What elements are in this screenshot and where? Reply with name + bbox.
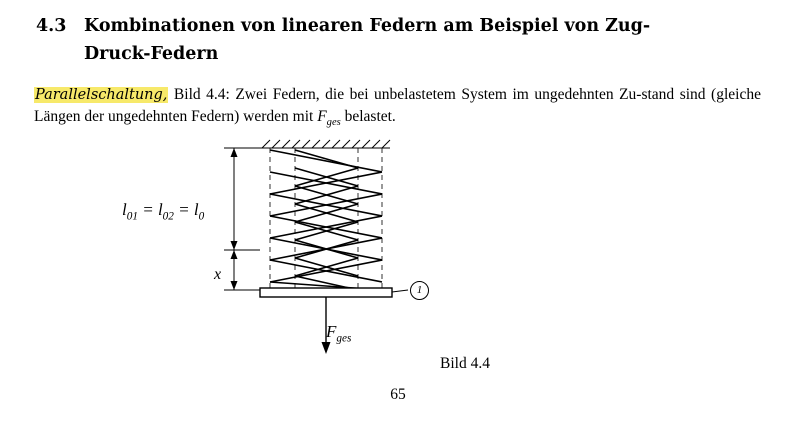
section-title-line2: Druck-Federn (84, 44, 219, 64)
section-title-line1: Kombinationen von linearen Federn am Beispiel von Zug- (84, 16, 651, 36)
highlighted-term: Parallelschaltung, (35, 87, 168, 103)
bottom-plate (260, 288, 392, 297)
label-displacement-x: x (214, 266, 222, 283)
marker-leader (392, 290, 408, 292)
force-symbol-inline: F (317, 108, 327, 125)
page-number: 65 (390, 386, 406, 403)
paragraph-text-3: belastet. (340, 108, 396, 125)
label-spring-length: $l_{01} = l_{02} = l_0$ (122, 200, 205, 223)
figure-parallel-springs (122, 138, 562, 368)
section-heading (36, 12, 736, 68)
outer-spring (270, 150, 382, 290)
dimension-x (224, 250, 260, 290)
body-paragraph (34, 84, 761, 133)
figure-caption: Bild 4.4 (440, 355, 490, 372)
force-subscript-inline: ges (326, 117, 341, 129)
section-number: 4.3 (36, 16, 67, 36)
paragraph-text-2: stand sind (gleiche Längen der ungedehnten Federn) werden mit (34, 86, 761, 125)
paragraph-text-1: Bild 4.4: Zwei Federn, die bei unbelastetem System im ungedehnten Zu- (168, 86, 642, 103)
dimension-l0 (224, 148, 260, 250)
inner-spring (295, 150, 358, 290)
marker-circle-1: 1 (410, 281, 429, 300)
ceiling-hatching (260, 140, 390, 148)
figure-drawing (222, 138, 562, 368)
label-force-fges: $F_{ges}$ (326, 322, 352, 345)
label-spring-length-text: l (122, 200, 127, 219)
